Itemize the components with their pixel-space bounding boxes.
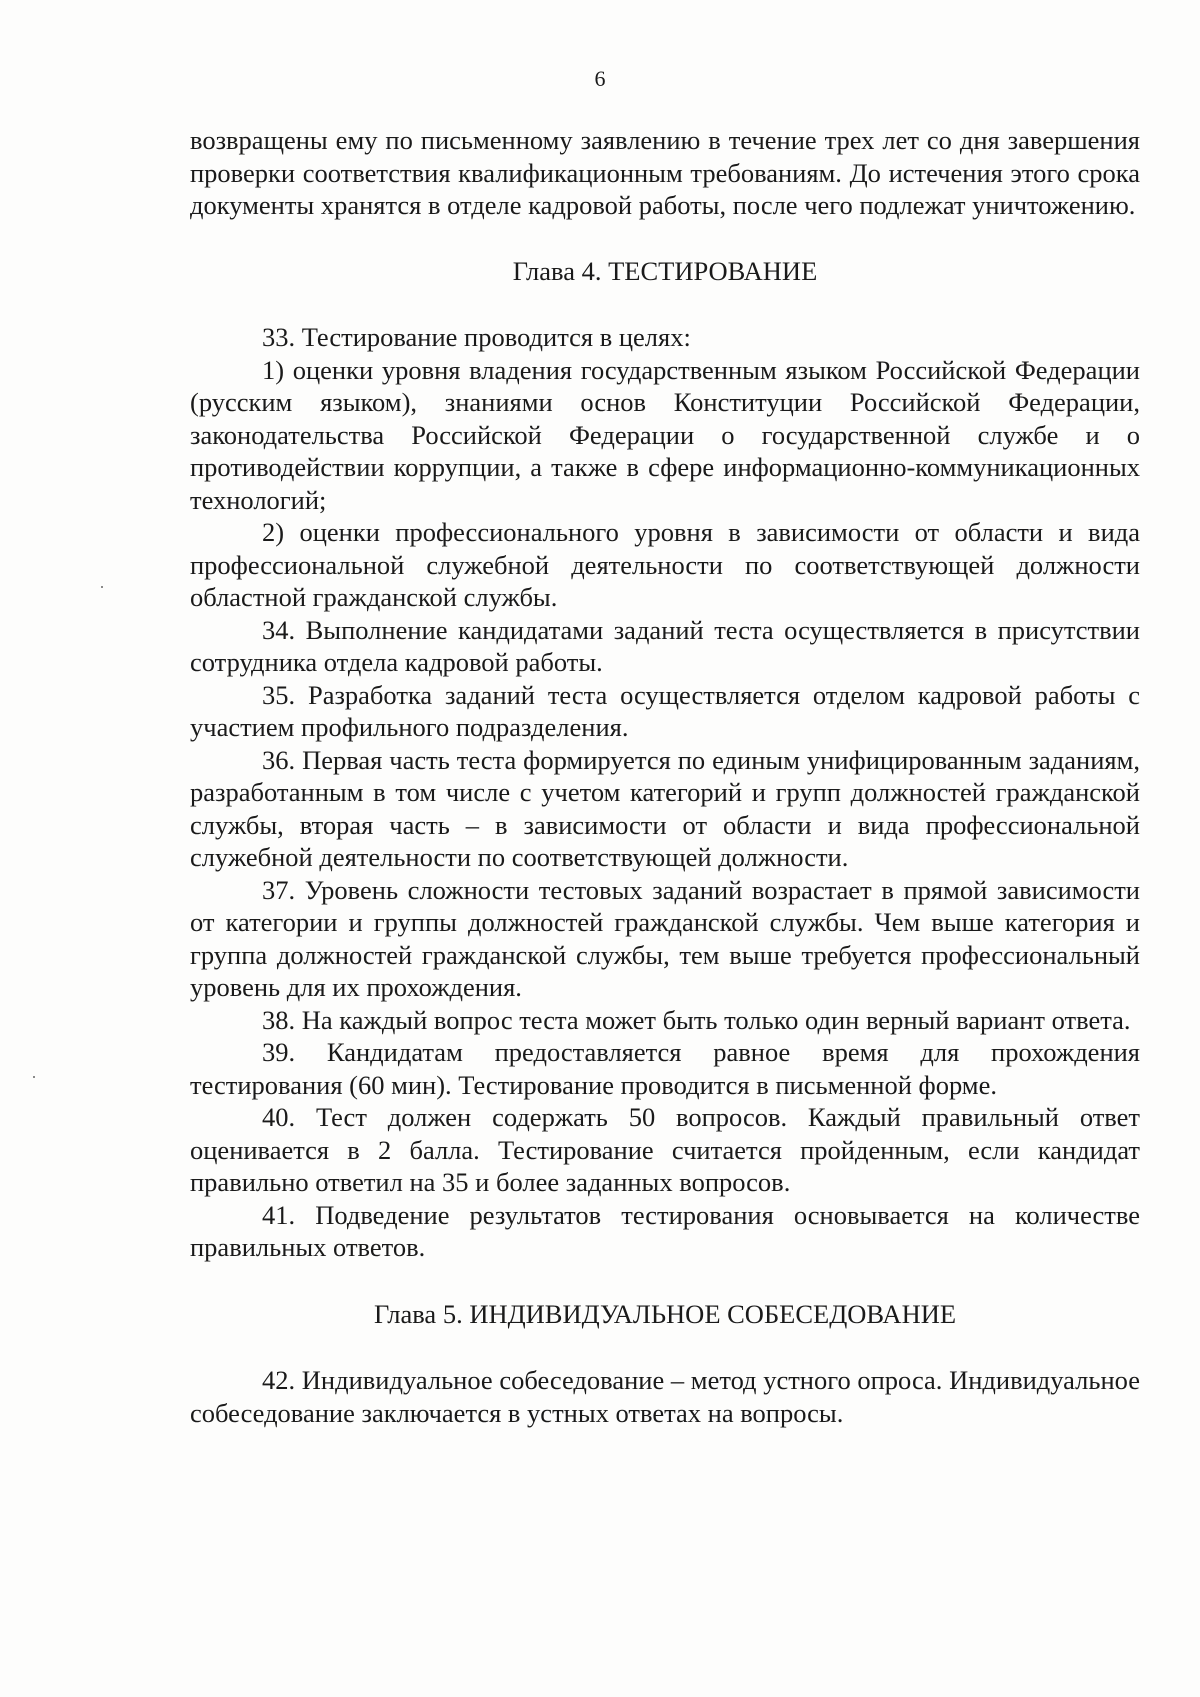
paragraph-35: 35. Разработка заданий теста осуществляется отделом кадровой работы с участием профильного подразделения. <box>190 679 1140 742</box>
document-body <box>190 124 1140 1429</box>
paragraph-37: 37. Уровень сложности тестовых заданий возрастает в прямой зависимости от категории и группы должностей гражданской службы. Чем выше категория и группа должностей гражданской службы, тем выше требуется профессиональный уровень для их прохождения. <box>190 874 1140 1002</box>
paragraph-41: 41. Подведение результатов тестирования основывается на количестве правильных ответов. <box>190 1199 1140 1262</box>
paragraph-33-2: 2) оценки профессионального уровня в зависимости от области и вида профессиональной служебной деятельности по соответствующей должности областной гражданской службы. <box>190 517 1140 612</box>
chapter-4-title: Глава 4. ТЕСТИРОВАНИЕ <box>512 255 818 286</box>
paragraph-33-1: 1) оценки уровня владения государственным языком Российской Федерации (русским языком), знаниями основ Конституции Российской Федерации, законодательства Российской Федерации о государственной службе и о противодействии коррупции, а также в сфере информационно-коммуникационных технологий; <box>190 354 1140 515</box>
page-number: 6 <box>594 66 606 91</box>
paragraph-continuation: возвращены ему по письменному заявлению в течение трех лет со дня завершения проверки соответствия квалификационным требованиям. До истечения этого срока документы хранятся в отделе кадровой работы, после чего подлежат уничтожению. <box>190 125 1140 220</box>
paragraph-36: 36. Первая часть теста формируется по единым унифицированным заданиям, разработанным в том числе с учетом категорий и групп должностей гражданской службы, вторая часть – в зависимости от области и вида профессиональной служебной деятельности по соответствующей должности. <box>190 744 1140 872</box>
paragraph-39: 39. Кандидатам предоставляется равное время для прохождения тестирования (60 мин). Тестирование проводится в письменной форме. <box>190 1037 1140 1100</box>
paragraph-42: 42. Индивидуальное собеседование – метод устного опроса. Индивидуальное собеседование заключается в устных ответах на вопросы. <box>190 1365 1140 1428</box>
scan-speck <box>33 1076 35 1078</box>
paragraph-40: 40. Тест должен содержать 50 вопросов. Каждый правильный ответ оценивается в 2 балла. Тестирование считается пройденным, если кандидат правильно ответил на 35 и более заданных вопросов. <box>190 1102 1140 1197</box>
paragraph-33: 33. Тестирование проводится в целях: <box>262 322 691 352</box>
scan-speck <box>101 586 103 588</box>
paragraph-34: 34. Выполнение кандидатами заданий теста осуществляется в присутствии сотрудника отдела кадровой работы. <box>190 614 1140 677</box>
paragraph-38: 38. На каждый вопрос теста может быть только один верный вариант ответа. <box>262 1004 1131 1035</box>
chapter-5-title: Глава 5. ИНДИВИДУАЛЬНОЕ СОБЕСЕДОВАНИЕ <box>373 1298 957 1329</box>
